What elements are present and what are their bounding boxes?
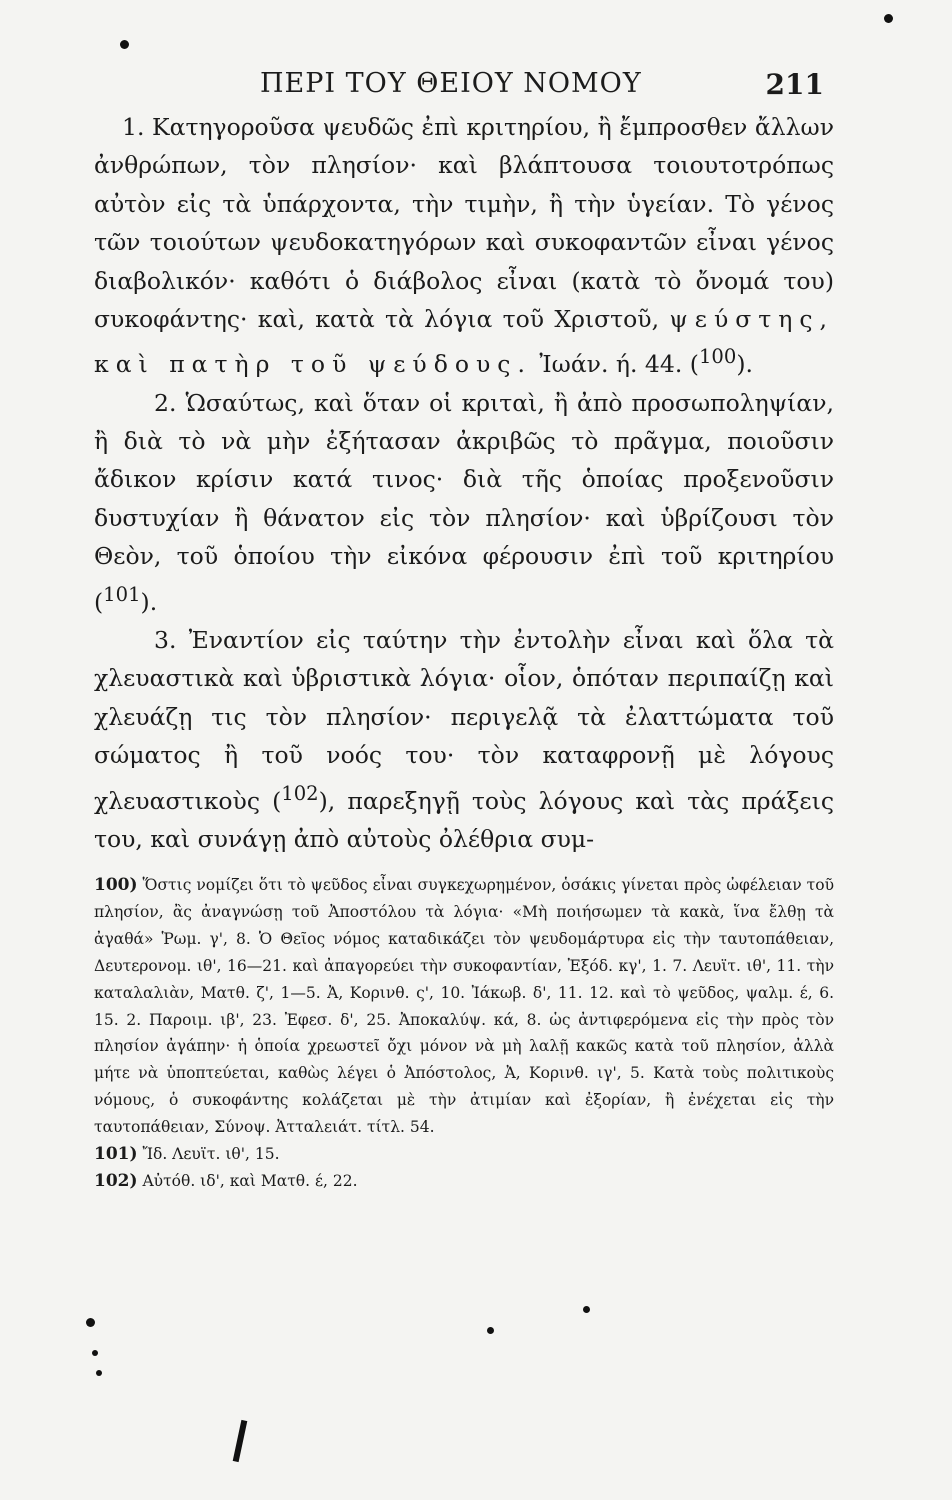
footnote-number: 101) (94, 1144, 138, 1165)
footnote-ref: 100 (698, 345, 737, 369)
ink-stroke (233, 1420, 248, 1462)
footnote-101 (94, 1141, 834, 1168)
paragraph-number: 2. (154, 388, 177, 417)
footnote-text: Αὐτόθ. ιδ', καὶ Ματθ. έ, 22. (142, 1171, 358, 1190)
paragraph-text: Κατηγοροῦσα ψευδῶς ἐπὶ κριτηρίου, ἢ ἔμπροσθεν ἄλλων ἀνθρώπων, τὸν πλησίον· καὶ βλάπτουσα τοιουτοτρόπως αὐτὸν εἰς τὰ ὑπάρχοντα, τὴν τιμὴν, ἢ τὴν ὑγείαν. Τὸ γένος τῶν τοιούτων ψευδοκατηγόρων καὶ συκοφαντῶν εἶναι γένος διαβολικόν· καθότι ὁ διάβολος εἶναι (κατὰ τὸ ὄνομά του) συκοφάντης· καὶ, κατὰ τὰ λόγια τοῦ Χριστοῦ, (94, 113, 834, 334)
ink-speck (487, 1327, 494, 1334)
page-number: 211 (765, 68, 824, 101)
footnote-102 (94, 1168, 834, 1195)
paragraph-2 (94, 384, 834, 621)
footnote-ref: 102 (281, 781, 319, 805)
paragraph-number: 3. (154, 625, 177, 654)
ink-speck (583, 1306, 590, 1313)
paragraph-end: ). (736, 350, 753, 379)
body-text (94, 108, 834, 858)
ink-speck (86, 1318, 95, 1327)
footnote-number: 102) (94, 1170, 138, 1191)
footnote-text: Ὅστις νομίζει ὅτι τὸ ψεῦδος εἶναι συγκεχωρημένον, ὁσάκις γίνεται πρὸς ὠφέλειαν τοῦ πλησίον, ἂς ἀναγνώσῃ τοῦ Ἀποστόλου τὰ λόγια· «Μὴ ποιήσωμεν τὰ κακὰ, ἵνα ἔλθῃ τὰ ἀγαθά» Ῥωμ. γ', 8. Ὁ Θεῖος νόμος καταδικάζει τὸν ψευδομάρτυρα εἰς τὴν ταυτοπάθειαν, Δευτερονομ. ιθ', 16—21. καὶ ἀπαγορεύει τὴν συκοφαντίαν, Ἐξόδ. κγ', 1. 7. Λευϊτ. ιθ', 11. τὴν καταλαλιὰν, Ματθ. ζ', 1—5. Ἀ, Κορινθ. ς', 10. Ἰάκωβ. δ', 11. 12. καὶ τὸ ψεῦδος, ψαλμ. έ, 6. 15. 2. Παροιμ. ιβ', 23. Ἐφεσ. δ', 25. Ἀποκαλύψ. κά, 8. ὡς ἀντιφερόμενα εἰς τὴν πρὸς τὸν πλησίον ἀγάπην· ἡ ὁποία χρεωστεῖ ὄχι μόνον νὰ μὴ λαλῇ κακῶς κατὰ τοῦ πλησίον, ἀλλὰ μήτε νὰ ὑποπτεύεται, καθὼς λέγει ὁ Ἀπόστολος, Ἀ, Κορινθ. ιγ', 5. Κατὰ τοὺς πολιτικοὺς νόμους, ὁ συκοφάντης κολάζεται μὲ τὴν ἀτιμίαν καὶ ἐξορίαν, ἢ ἐνέχεται εἰς τὴν ταυτοπάθειαν, Σύνοψ. Ἀτταλειάτ. τίτλ. 54. (94, 876, 834, 1137)
paragraph-1 (94, 108, 834, 384)
ink-speck (120, 40, 129, 49)
ink-speck (884, 14, 893, 23)
paragraph-end: ), παρεξηγῇ τοὺς λόγους καὶ τὰς πράξεις του, καὶ συνάγῃ ἀπὸ αὐτοὺς ὀλέθρια συμ- (94, 786, 834, 853)
page-header (260, 68, 824, 112)
paragraph-3 (94, 621, 834, 858)
ink-speck (92, 1350, 98, 1356)
spaced-quotation: ψεύστης, καὶ πατὴρ τοῦ ψεύδους. (94, 305, 834, 379)
paragraph-number: 1. (122, 113, 145, 141)
footnote-number: 100) (94, 875, 138, 895)
footnote-text: Ἴδ. Λευϊτ. ιθ', 15. (142, 1145, 280, 1164)
footnote-100 (94, 872, 834, 1141)
paragraph-end: ). (140, 587, 158, 616)
footnotes (94, 872, 834, 1195)
ink-speck (96, 1370, 102, 1376)
footnote-ref: 101 (103, 582, 141, 606)
paragraph-text: Ὡσαύτως, καὶ ὅταν οἱ κριταὶ, ἢ ἀπὸ προσωποληψίαν, ἢ διὰ τὸ νὰ μὴν ἐξήτασαν ἀκριβῶς τὸ πρᾶγμα, ποιοῦσιν ἄδικον κρίσιν κατά τινος· διὰ τῆς ὁποίας προξενοῦσιν δυστυχίαν ἢ θάνατον εἰς τὸν πλησίον· καὶ ὑβρίζουσι τὸν Θεὸν, τοῦ ὁποίου τὴν εἰκόνα φέρουσιν ἐπὶ τοῦ κριτηρίου ( (94, 388, 834, 616)
citation: Ἰωάν. ή. 44. ( (531, 350, 699, 379)
paragraph-text: Ἐναντίον εἰς ταύτην τὴν ἐντολὴν εἶναι καὶ ὅλα τὰ χλευαστικὰ καὶ ὑβριστικὰ λόγια· οἷον, ὁπόταν περιπαίζῃ καὶ χλευάζῃ τις τὸν πλησίον· περιγελᾷ τὰ ἐλαττώματα τοῦ σώματος ἢ τοῦ νοός του· τὸν καταφρονῇ μὲ λόγους χλευαστικοὺς ( (94, 625, 834, 815)
running-title: ΠΕΡΙ ΤΟΥ ΘΕΙΟΥ ΝΟΜΟΥ (260, 68, 642, 99)
